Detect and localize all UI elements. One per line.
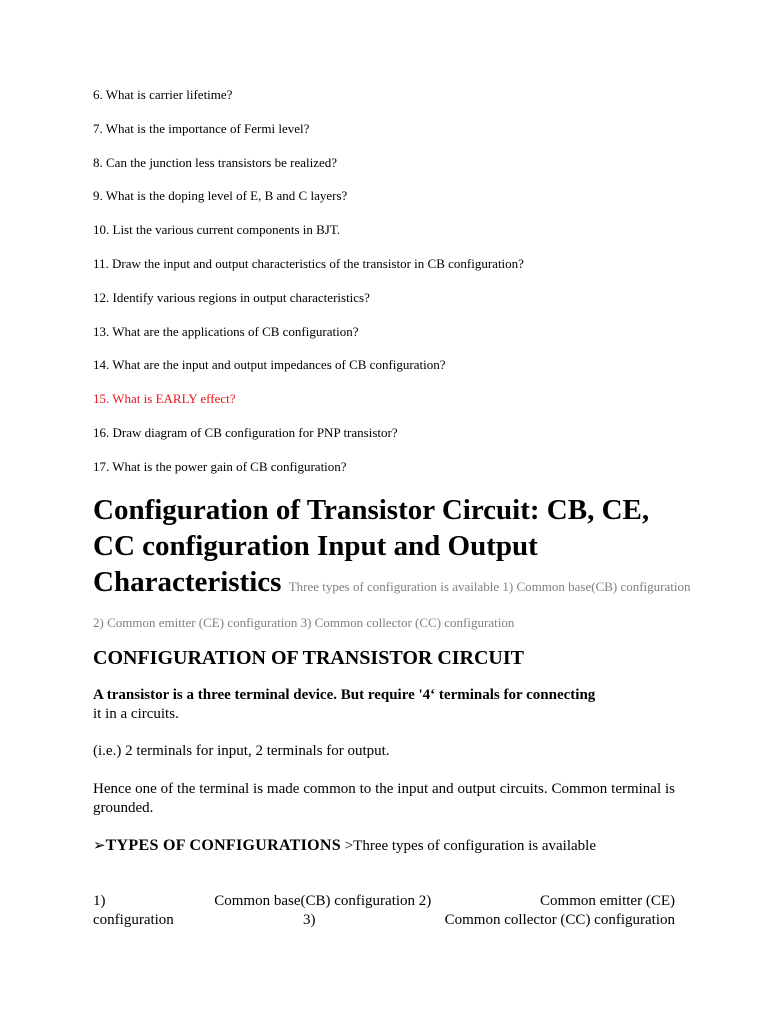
question-11: 11. Draw the input and output characteristics of the transistor in CB configuration? <box>93 256 524 271</box>
question-10: 10. List the various current components in BJT. <box>93 222 341 237</box>
paragraph-common-terminal: Hence one of the terminal is made common to the input and output circuits. Common terminal is grounded. <box>93 781 675 816</box>
configuration-list-line-2 <box>93 911 675 930</box>
arrow-bullet-icon: ➢ <box>93 838 106 854</box>
types-title: TYPES OF CONFIGURATIONS <box>105 837 341 854</box>
configuration-list-segment: configuration <box>93 912 174 928</box>
paragraph-terminal-split: (i.e.) 2 terminals for input, 2 terminals for output. <box>93 743 390 759</box>
question-7: 7. What is the importance of Fermi level? <box>93 121 310 136</box>
configuration-list <box>93 892 675 930</box>
paragraph-continuation: it in a circuits. <box>93 706 179 722</box>
article-heading <box>93 492 693 636</box>
configuration-list-segment: 3) <box>302 912 316 928</box>
configuration-list-segment: Common collector (CC) configuration <box>444 912 675 928</box>
paragraph-bold-lead: A transistor is a three terminal device. But require '4‘ terminals for connecting <box>93 687 596 703</box>
paragraph-types-of-configurations <box>93 836 675 856</box>
configuration-list-segment: Common emitter (CE) <box>540 893 675 909</box>
article-subtitle: Three types of configuration is available 1) Common base(CB) configuration 2) Common emitter (CE) configuration 3) Common collector (CC) configuration <box>93 579 691 630</box>
question-6: 6. What is carrier lifetime? <box>93 87 233 102</box>
question-16: 16. Draw diagram of CB configuration for PNP transistor? <box>93 425 398 440</box>
paragraph-transistor-terminals <box>93 686 675 724</box>
configuration-list-segment: Common base(CB) configuration 2) <box>214 893 432 909</box>
question-13: 13. What are the applications of CB configuration? <box>93 324 359 339</box>
question-8: 8. Can the junction less transistors be realized? <box>93 155 338 170</box>
types-description: >Three types of configuration is available <box>344 838 596 854</box>
section-title: CONFIGURATION OF TRANSISTOR CIRCUIT <box>93 647 524 669</box>
configuration-list-line-1 <box>93 892 675 911</box>
question-9: 9. What is the doping level of E, B and C layers? <box>93 188 348 203</box>
question-15-highlighted: 15. What is EARLY effect? <box>93 391 236 406</box>
question-14: 14. What are the input and output impedances of CB configuration? <box>93 357 446 372</box>
article-title: Configuration of Transistor Circuit: CB, CE, CC configuration Input and Output Characteristics <box>93 494 650 598</box>
question-17: 17. What is the power gain of CB configuration? <box>93 459 347 474</box>
configuration-list-segment: 1) <box>93 893 106 909</box>
question-12: 12. Identify various regions in output characteristics? <box>93 290 370 305</box>
